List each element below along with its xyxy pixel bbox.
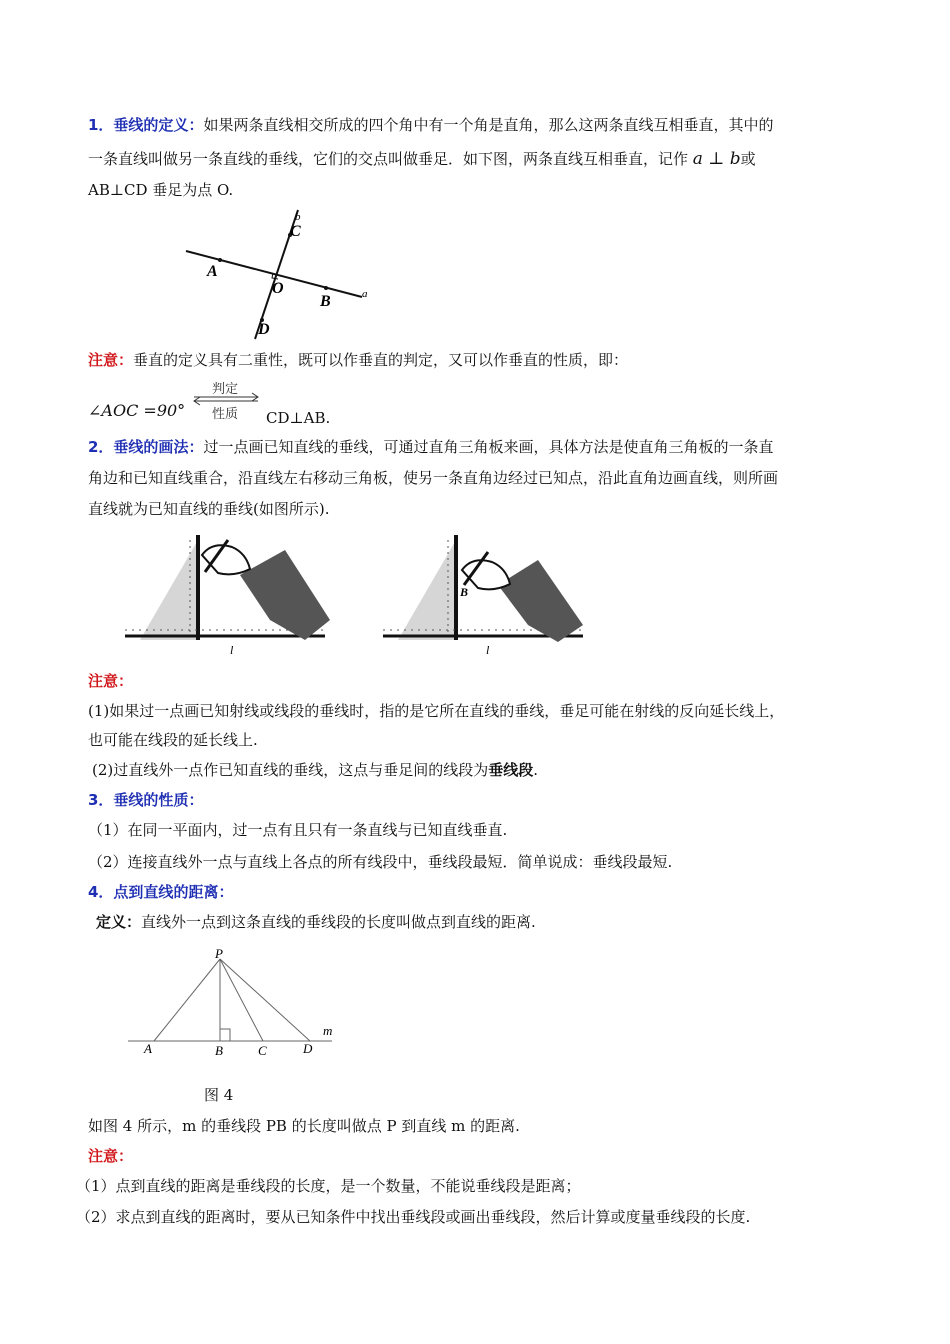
label-O: O <box>272 280 284 297</box>
definition-text: 直线外一点到这条直线的垂线段的长度叫做点到直线的距离. <box>141 913 536 931</box>
note-2-term-perpendicular-segment: 垂线段 <box>488 761 534 779</box>
label-a: a <box>362 288 368 300</box>
section-1-text-1: 如果两条直线相交所成的四个角中有一个角是直角，那么这两条直线互相垂直，其中的 <box>203 116 774 134</box>
note-1-line <box>88 350 628 370</box>
arrow-label-judge: 判定 <box>212 382 239 397</box>
section-3-item-2: （2）连接直线外一点与直线上各点的所有线段中，垂线段最短．简单说成：垂线段最短. <box>88 853 673 871</box>
label-D: D <box>258 321 270 338</box>
label-A-fig4: A <box>144 1041 152 1056</box>
section-1-text-3: AB⊥CD 垂足为点 O. <box>88 181 234 199</box>
note-2-item-2 <box>92 760 538 780</box>
arrow-label-property: 性质 <box>212 407 239 422</box>
note-3-item-2: （2）求点到直线的距离时，要从已知条件中找出垂线段或画出垂线段，然后计算或度量垂线段的长度. <box>76 1208 751 1226</box>
section-2-line-1 <box>88 437 773 457</box>
section-1-line-2 <box>88 149 756 169</box>
note-2-label: 注意： <box>88 672 134 690</box>
image-label-l-2: l <box>486 643 490 655</box>
label-B-fig4: B <box>215 1043 223 1058</box>
section-1-text-2a: 一条直线叫做另一条直线的垂线，它们的交点叫做垂足．如下图，两条直线互相垂直，记作 <box>88 150 693 168</box>
label-b: b <box>295 211 301 223</box>
definition-label: 定义： <box>96 913 142 931</box>
label-C-fig4: C <box>258 1043 267 1058</box>
note-2-item-2a: (2)过直线外一点作已知直线的垂线，这点与垂足间的线段为 <box>92 761 489 779</box>
section-4-description: 如图 4 所示，m 的垂线段 PB 的长度叫做点 P 到直线 m 的距离. <box>88 1117 520 1135</box>
section-2-text-1: 过一点画已知直线的垂线，可通过直角三角板来画，具体方法是使直角三角板的一条直 <box>203 438 774 456</box>
note-1-text: 垂直的定义具有二重性，既可以作垂直的判定，又可以作垂直的性质，即： <box>133 351 629 369</box>
section-1-heading: 1．垂线的定义： <box>88 116 204 134</box>
note-3-label: 注意： <box>88 1147 134 1165</box>
section-4-definition <box>96 912 536 932</box>
note-1-label: 注意： <box>88 351 134 369</box>
section-1-text-2b: 或 <box>740 150 756 168</box>
section-3-item-1: （1）在同一平面内，过一点有且只有一条直线与已知直线垂直. <box>88 821 508 839</box>
section-2-text-2: 角边和已知直线重合，沿直线左右移动三角板，使另一条直角边经过已知点，沿此直角边画直线，则所画 <box>88 469 779 487</box>
image-label-B: B <box>460 585 469 599</box>
section-2-heading: 2．垂线的画法： <box>88 438 204 456</box>
section-4-heading: 4．点到直线的距离： <box>88 883 234 901</box>
judge-property-arrow <box>190 378 262 424</box>
drawing-step-1-image <box>120 530 335 655</box>
label-A: A <box>207 263 218 280</box>
note-3-item-1: （1）点到直线的距离是垂线段的长度，是一个数量，不能说垂线段是距离； <box>76 1177 581 1195</box>
drawing-step-2-image <box>378 530 590 655</box>
label-D-fig4: D <box>303 1041 313 1056</box>
image-label-l-1: l <box>230 643 234 655</box>
label-B: B <box>320 293 331 310</box>
section-1-line-1 <box>88 115 773 135</box>
section-2-text-3: 直线就为已知直线的垂线(如图所示). <box>88 500 330 518</box>
note-1-result: CD⊥AB. <box>266 409 331 427</box>
perpendicular-lines-figure <box>180 205 380 345</box>
note-2-item-1b: 也可能在线段的延长线上. <box>88 731 258 749</box>
label-m: m <box>323 1023 333 1038</box>
angle-aoc-equation: ∠AOC =90° <box>88 401 186 420</box>
distance-figure <box>120 945 350 1060</box>
note-2-item-2c: . <box>533 761 539 779</box>
notation-a-perp-b: a ⊥ b <box>692 149 741 169</box>
label-P: P <box>215 946 223 961</box>
note-2-item-1a: (1)如果过一点画已知射线或线段的垂线时，指的是它所在直线的垂线，垂足可能在射线的反向延长线上， <box>88 702 785 720</box>
label-C: C <box>290 223 301 240</box>
figure-4-caption: 图 4 <box>204 1086 234 1104</box>
section-3-heading: 3．垂线的性质： <box>88 791 204 809</box>
